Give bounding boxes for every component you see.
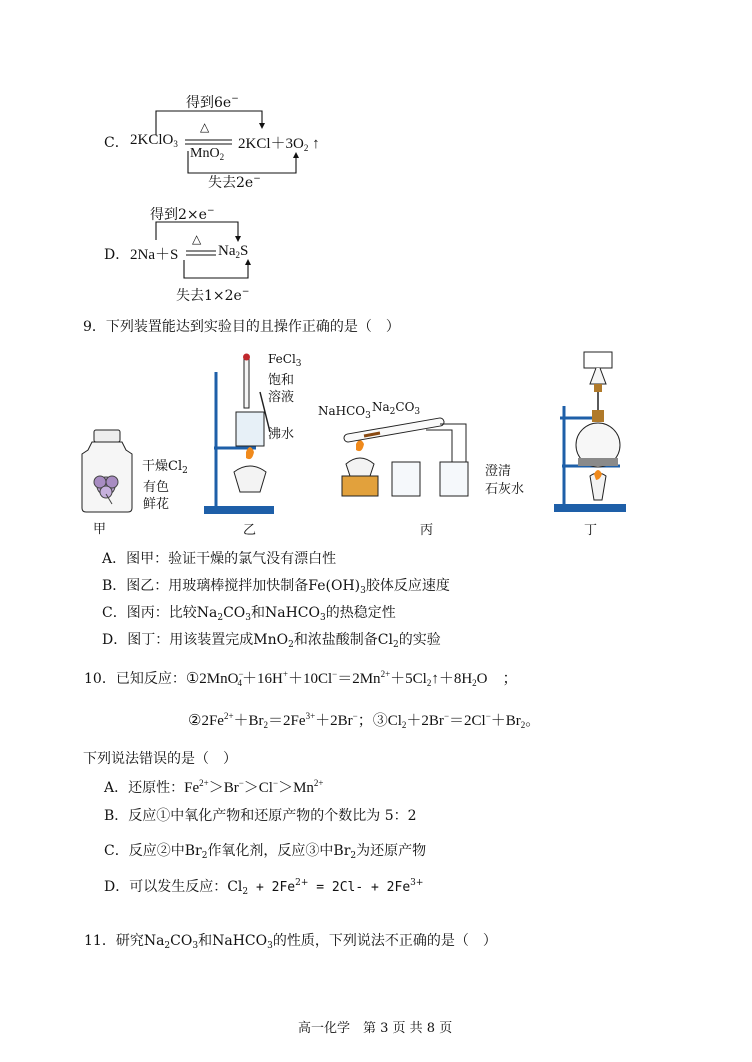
q8c-catalyst: MnO$_2$ <box>190 146 225 162</box>
jia-label-dry-cl2: 干燥$Cl_2$ <box>142 459 188 476</box>
yi-boiling-water: 沸水 <box>268 427 295 442</box>
q11-stem: 11．研究$Na_2CO_3$和NaHCO$_3$的性质，下列说法不正确的是（ ） <box>84 933 497 951</box>
page-footer: 高一化学 第 3 页 共 8 页 <box>298 1021 453 1036</box>
bing-label-limewater-1: 澄清 <box>485 464 512 479</box>
q9-option-c: C．图丙：比较$Na_2CO_3$和NaHCO$_3$的热稳定性 <box>102 605 396 623</box>
bing-label-na2co3: $Na_2CO_3$ <box>372 400 421 417</box>
yi-reagent-solution: 溶液 <box>268 390 295 405</box>
q9-option-a: A．图甲：验证干燥的氯气没有漂白性 <box>102 551 337 567</box>
jia-label-flower-2: 鲜花 <box>143 497 170 512</box>
q8c-gain-label: 得到6e− <box>186 94 239 111</box>
bing-label-nahco3: NaHCO$_3$ <box>318 404 371 421</box>
q10-question: 下列说法错误的是（ ） <box>83 751 237 767</box>
q10-option-a: A．还原性：$Fe^{2+}>Br^->Cl^->Mn^{2+}$ <box>104 778 324 796</box>
gas-bottle-illustration <box>76 428 138 516</box>
q8d-reactants: 2Na＋S <box>130 247 179 263</box>
q8d-loss-label: 失去1×2e− <box>176 287 250 304</box>
yi-caption: 乙 <box>243 523 257 538</box>
q10-option-c: C．反应②中$Br_2$作氧化剂，反应③中$Br_2$为还原产物 <box>104 843 427 861</box>
q8d-option-label: D． <box>104 247 130 263</box>
yi-reagent: FeCl$_3$ <box>268 352 302 369</box>
bing-caption: 丙 <box>420 523 434 538</box>
q9-option-d: D．图丁：用该装置完成MnO$_2$和浓盐酸制备$Cl_2$的实验 <box>102 632 441 650</box>
q9-option-b: B．图乙：用玻璃棒搅拌加快制备$Fe(OH)_3$胶体反应速度 <box>102 578 450 596</box>
q10-option-d: D．可以发生反应：$Cl_2 + 2Fe^{2+} = 2Cl- + 2Fe^{3+}$ <box>104 878 424 897</box>
q8c-option-label: C． <box>104 135 129 151</box>
q8d-gain-label: 得到2×e− <box>150 206 215 223</box>
q8d-heat-symbol: △ <box>192 232 202 246</box>
q8c-heat-symbol: △ <box>200 120 210 134</box>
q9-stem: 9．下列装置能达到实验目的且操作正确的是（ ） <box>83 319 400 335</box>
q10-option-b: B．反应①中氧化产物和还原产物的个数比为 5：2 <box>104 808 417 824</box>
q8c-reactant: 2KClO$_3$ <box>130 132 178 149</box>
q8c-loss-label: 失去2e− <box>208 174 261 191</box>
jia-label-flower-1: 有色 <box>143 480 170 495</box>
bing-label-limewater-2: 石灰水 <box>485 482 525 497</box>
ding-caption: 丁 <box>584 523 598 538</box>
q10-reactions-2-3: $②2Fe^{2+}+Br_2=2Fe^{3+}+2Br^-$；$③Cl_2+2Br^-=2Cl^-+Br_2$。 <box>188 711 541 730</box>
q10-stem: 10．已知反应：$①2MnO^-_4+16H^++10Cl^-=2Mn^{2+}+5Cl_2↑+8H_2O$ ； <box>84 669 518 688</box>
chlorine-generator-illustration <box>550 350 630 516</box>
jia-caption: 甲 <box>93 522 107 537</box>
q8c-products: $2KCl+3O_2$ ↑ <box>238 136 320 153</box>
thermal-stability-apparatus-illustration <box>336 416 478 502</box>
yi-reagent-saturated: 饱和 <box>268 373 295 388</box>
q8d-product: $Na_2S$ <box>218 243 249 260</box>
